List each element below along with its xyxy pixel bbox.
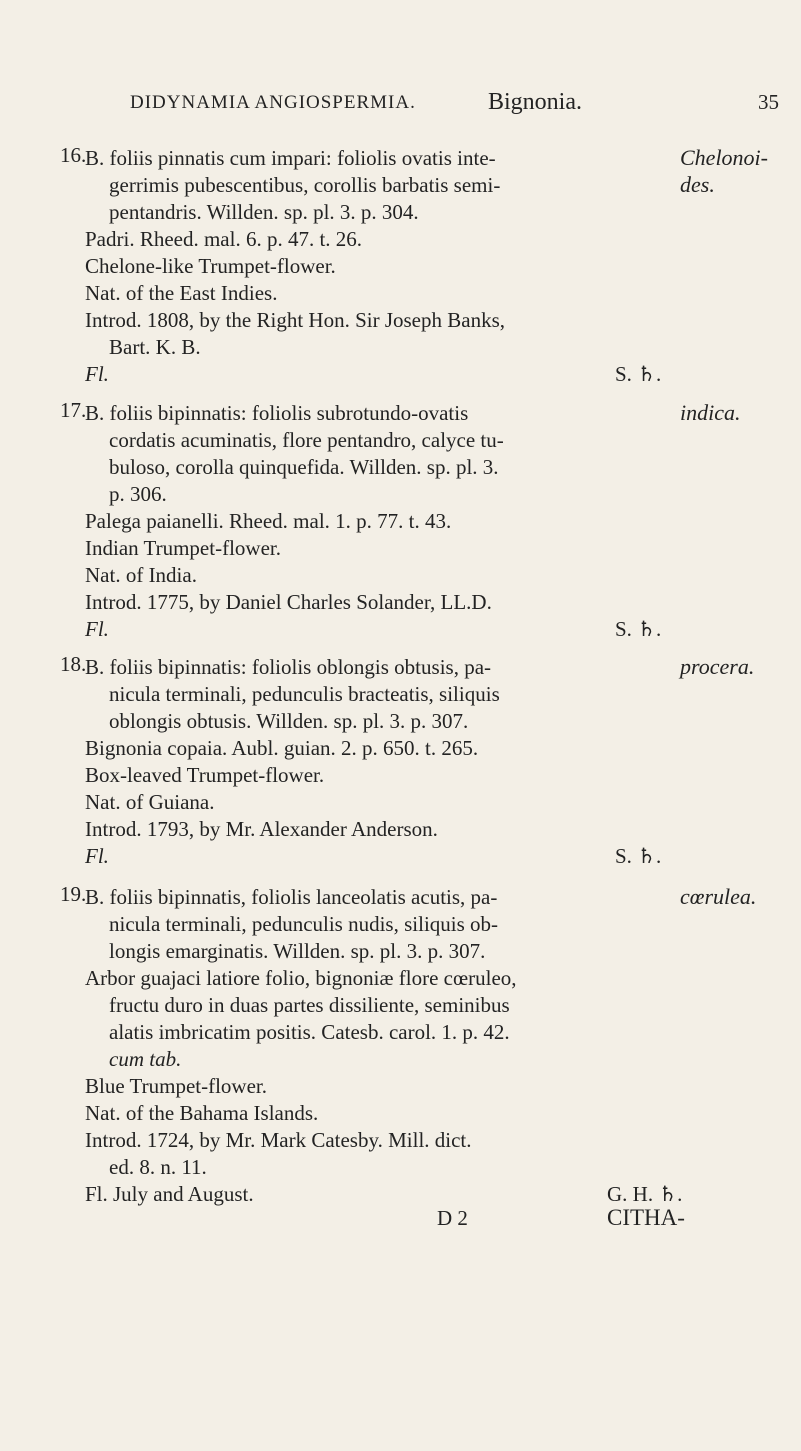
- trivial-name: indica.: [680, 400, 741, 425]
- synonym-line-cont: fructu duro in duas partes dissiliente, seminibus: [109, 993, 510, 1017]
- genus-heading: Bignonia.: [488, 89, 582, 115]
- diagnosis-line: B. foliis bipinnatis: foliolis oblongis obtusis, pa-: [85, 655, 492, 679]
- flowering-label: Fl.: [85, 362, 109, 386]
- page-number: 35: [758, 90, 779, 114]
- entry-number: 16.: [60, 143, 87, 167]
- entry-number: 19.: [60, 882, 87, 906]
- flowering-label: Fl.: [85, 844, 109, 868]
- english-name: Box-leaved Trumpet-flower.: [85, 763, 325, 787]
- diagnosis-line: cordatis acuminatis, flore pentandro, calyce tu-: [109, 428, 504, 452]
- native-region: Nat. of Guiana.: [85, 790, 215, 814]
- habit-symbol: S. ♄.: [615, 844, 662, 868]
- introduction-line: Introd. 1724, by Mr. Mark Catesby. Mill. dict.: [85, 1128, 472, 1152]
- native-region: Nat. of the Bahama Islands.: [85, 1101, 319, 1125]
- habit-symbol: S. ♄.: [615, 362, 662, 386]
- diagnosis-line: gerrimis pubescentibus, corollis barbatis semi-: [109, 173, 501, 197]
- diagnosis-line: B. foliis bipinnatis, foliolis lanceolatis acutis, pa-: [85, 885, 498, 909]
- synonym-line-cont: alatis imbricatim positis. Catesb. carol. 1. p. 42.: [109, 1020, 510, 1044]
- native-region: Nat. of India.: [85, 563, 197, 587]
- trivial-name: cœrulea.: [680, 884, 757, 909]
- native-region: Nat. of the East Indies.: [85, 281, 278, 305]
- diagnosis-line: buloso, corolla quinquefida. Willden. sp. pl. 3.: [109, 455, 499, 479]
- diagnosis-line: nicula terminali, pedunculis bracteatis, siliquis: [109, 682, 500, 706]
- synonym-line: Padri. Rheed. mal. 6. p. 47. t. 26.: [85, 227, 363, 251]
- habit-symbol: G. H. ♄.: [607, 1182, 683, 1206]
- synonym-line: Bignonia copaia. Aubl. guian. 2. p. 650. t. 265.: [85, 736, 479, 760]
- signature-mark: D 2: [437, 1206, 468, 1230]
- catchword: CITHA-: [607, 1205, 685, 1230]
- diagnosis-line: p. 306.: [109, 482, 167, 506]
- trivial-name: procera.: [680, 654, 755, 679]
- diagnosis-line: longis emarginatis. Willden. sp. pl. 3. p. 307.: [109, 939, 486, 963]
- diagnosis-line: pentandris. Willden. sp. pl. 3. p. 304.: [109, 200, 419, 224]
- english-name: Blue Trumpet-flower.: [85, 1074, 267, 1098]
- flowering-line: Fl. July and August.: [85, 1182, 254, 1206]
- habit-symbol: S. ♄.: [615, 617, 662, 641]
- introduction-line-cont: ed. 8. n. 11.: [109, 1155, 207, 1179]
- running-title: DIDYNAMIA ANGIOSPERMIA.: [130, 92, 416, 113]
- diagnosis-line: B. foliis pinnatis cum impari: foliolis ovatis inte-: [85, 146, 496, 170]
- flowering-label: Fl.: [85, 617, 109, 641]
- english-name: Chelone-like Trumpet-flower.: [85, 254, 336, 278]
- synonym-line-cont: cum tab.: [109, 1047, 182, 1071]
- introduction-line: Introd. 1808, by the Right Hon. Sir Joseph Banks,: [85, 308, 505, 332]
- synonym-line: Arbor guajaci latiore folio, bignoniæ flore cœruleo,: [85, 966, 517, 990]
- diagnosis-line: nicula terminali, pedunculis nudis, siliquis ob-: [109, 912, 499, 936]
- trivial-name: Chelonoi-: [680, 145, 768, 170]
- introduction-line-cont: Bart. K. B.: [109, 335, 201, 359]
- synonym-line: Palega paianelli. Rheed. mal. 1. p. 77. t. 43.: [85, 509, 452, 533]
- diagnosis-line: B. foliis bipinnatis: foliolis subrotundo-ovatis: [85, 401, 469, 425]
- entry-number: 17.: [60, 398, 87, 422]
- diagnosis-line: oblongis obtusis. Willden. sp. pl. 3. p. 307.: [109, 709, 469, 733]
- entry-number: 18.: [60, 652, 87, 676]
- introduction-line: Introd. 1793, by Mr. Alexander Anderson.: [85, 817, 438, 841]
- trivial-name-cont: des.: [680, 172, 715, 197]
- running-header: [0, 89, 801, 122]
- introduction-line: Introd. 1775, by Daniel Charles Solander, LL.D.: [85, 590, 492, 614]
- english-name: Indian Trumpet-flower.: [85, 536, 281, 560]
